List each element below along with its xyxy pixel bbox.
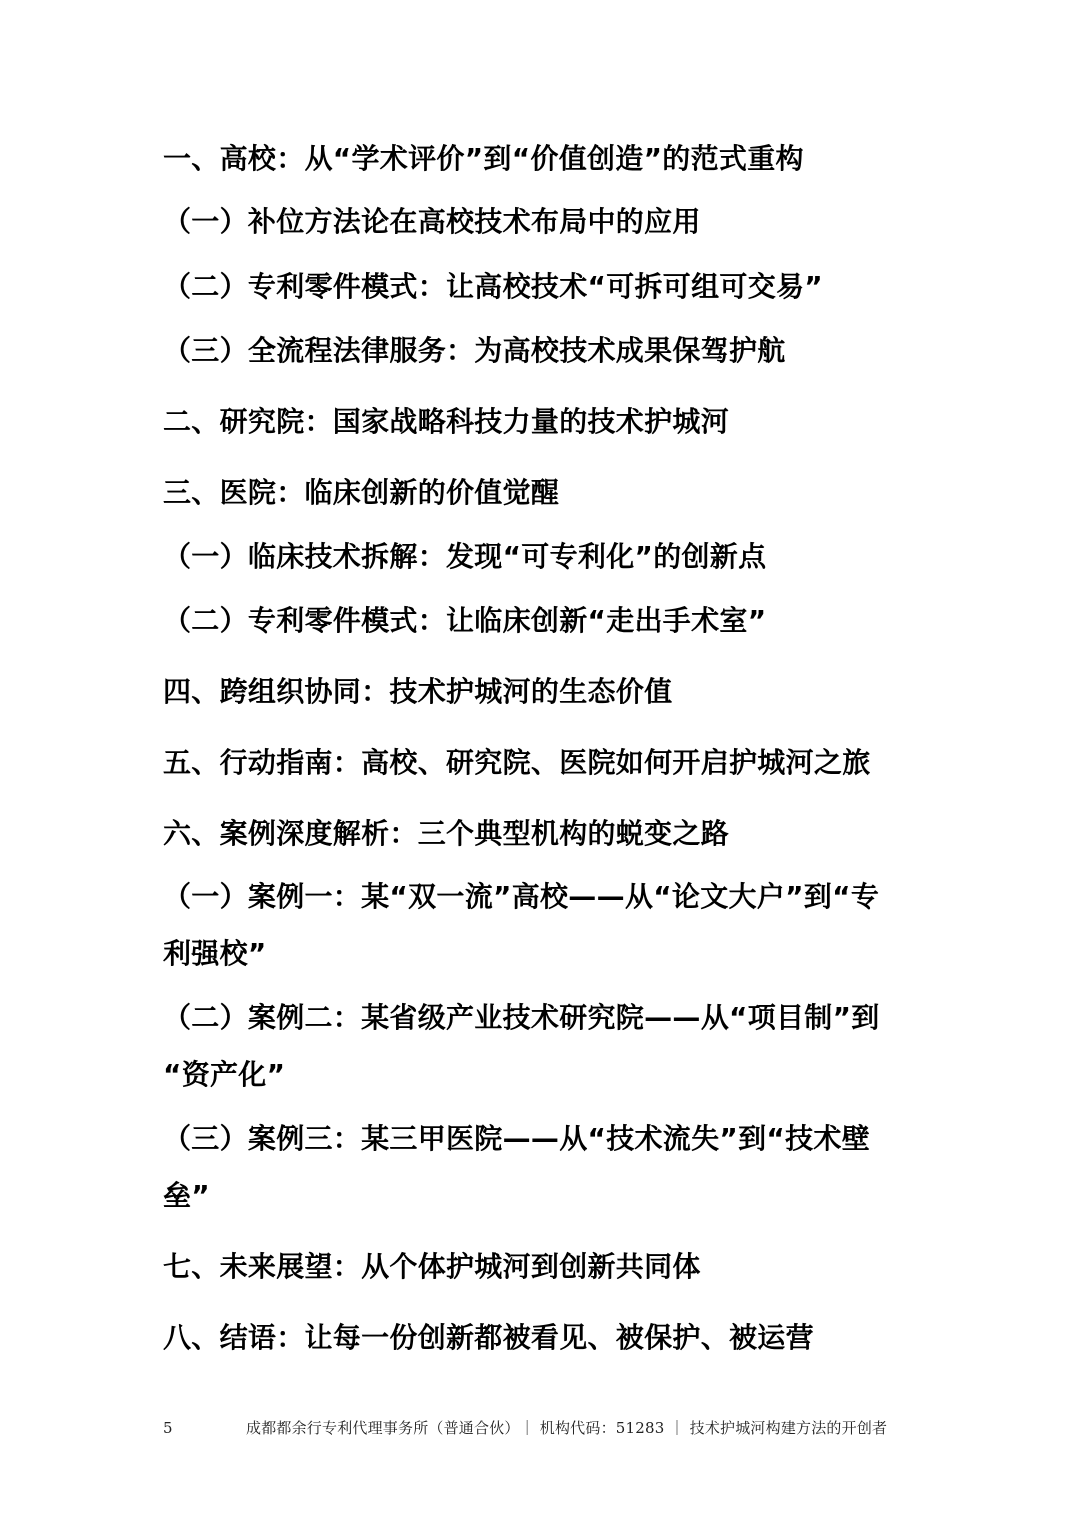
toc-chapter-1: 一、高校：从“学术评价”到“价值创造”的范式重构: [163, 142, 804, 175]
toc-section-1-2: （二）专利零件模式：让高校技术“可拆可组可交易”: [163, 270, 824, 303]
toc-chapter-4: 四、跨组织协同：技术护城河的生态价值: [163, 675, 673, 708]
toc-chapter-8: 八、结语：让每一份创新都被看见、被保护、被运营: [163, 1321, 814, 1354]
footer-organization-text: 成都都余行专利代理事务所（普通合伙）｜ 机构代码：51283 ｜ 技术护城河构建方法的开创者: [246, 1419, 888, 1437]
toc-section-6-3-line-1: （三）案例三：某三甲医院——从“技术流失”到“技术壁: [163, 1122, 871, 1155]
page-number: 5: [163, 1419, 173, 1437]
toc-chapter-7: 七、未来展望：从个体护城河到创新共同体: [163, 1250, 701, 1283]
toc-section-3-2: （二）专利零件模式：让临床创新“走出手术室”: [163, 604, 767, 637]
toc-section-6-2-line-2: “资产化”: [163, 1058, 286, 1091]
page-footer: [0, 1417, 1080, 1439]
toc-chapter-6: 六、案例深度解析：三个典型机构的蜕变之路: [163, 817, 730, 850]
toc-chapter-3: 三、医院：临床创新的价值觉醒: [163, 476, 560, 509]
toc-chapter-2: 二、研究院：国家战略科技力量的技术护城河: [163, 405, 730, 438]
toc-section-3-1: （一）临床技术拆解：发现“可专利化”的创新点: [163, 540, 767, 573]
toc-section-1-1: （一）补位方法论在高校技术布局中的应用: [163, 205, 701, 238]
toc-section-6-3-line-2: 垒”: [163, 1179, 211, 1212]
toc-section-6-1-line-1: （一）案例一：某“双一流”高校——从“论文大户”到“专: [163, 880, 880, 913]
toc-section-6-1-line-2: 利强校”: [163, 937, 267, 970]
toc-section-1-3: （三）全流程法律服务：为高校技术成果保驾护航: [163, 334, 786, 367]
toc-chapter-5: 五、行动指南：高校、研究院、医院如何开启护城河之旅: [163, 746, 871, 779]
toc-section-6-2-line-1: （二）案例二：某省级产业技术研究院——从“项目制”到: [163, 1001, 880, 1034]
